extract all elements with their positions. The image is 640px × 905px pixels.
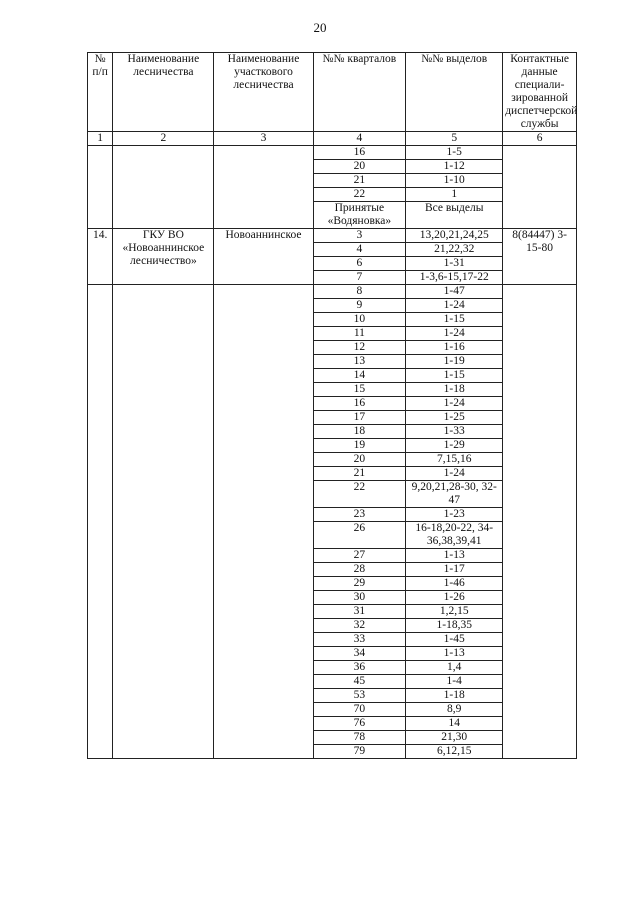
contact-cell	[503, 146, 577, 229]
quarter-cell: 3	[313, 229, 406, 243]
quarter-cell: 76	[313, 717, 406, 731]
quarter-cell: 70	[313, 703, 406, 717]
header-col-6: Контактные данные специали-зированной диспетчерской службы	[503, 53, 577, 132]
allotments-cell: 1-13	[406, 647, 503, 661]
quarter-cell: 21	[313, 174, 406, 188]
forestry-table	[87, 52, 577, 759]
header-row	[88, 53, 577, 132]
allotments-cell: 1-24	[406, 467, 503, 481]
allotments-cell: 9,20,21,28-30, 32-47	[406, 481, 503, 508]
header-col-4: №№ кварталов	[313, 53, 406, 132]
column-number: 2	[113, 132, 214, 146]
quarter-cell: 26	[313, 522, 406, 549]
allotments-cell: 1-18,35	[406, 619, 503, 633]
header-col-5: №№ выделов	[406, 53, 503, 132]
allotments-cell: 1-46	[406, 577, 503, 591]
quarter-cell: 19	[313, 439, 406, 453]
column-number: 6	[503, 132, 577, 146]
allotments-cell: 1-15	[406, 313, 503, 327]
allotments-cell: 1-45	[406, 633, 503, 647]
num-cell	[88, 285, 113, 759]
column-number: 4	[313, 132, 406, 146]
quarter-cell: 17	[313, 411, 406, 425]
forestry-name: ГКУ ВО «Новоаннинское лесничество»	[113, 229, 214, 285]
quarter-cell: 30	[313, 591, 406, 605]
quarter-cell: 13	[313, 355, 406, 369]
allotments-cell: 1-13	[406, 549, 503, 563]
quarter-cell: Принятые «Водяновка»	[313, 202, 406, 229]
allotments-cell: 1-23	[406, 508, 503, 522]
quarter-cell: 20	[313, 160, 406, 174]
quarter-cell: 9	[313, 299, 406, 313]
allotments-cell: 1-24	[406, 299, 503, 313]
quarter-cell: 23	[313, 508, 406, 522]
table-row	[88, 146, 577, 160]
allotments-cell: 1-5	[406, 146, 503, 160]
district-name: Новоаннинское	[214, 229, 313, 285]
quarter-cell: 15	[313, 383, 406, 397]
allotments-cell: 7,15,16	[406, 453, 503, 467]
allotments-cell: 1-26	[406, 591, 503, 605]
allotments-cell: 1-24	[406, 397, 503, 411]
allotments-cell: 21,30	[406, 731, 503, 745]
quarter-cell: 79	[313, 745, 406, 759]
column-number-row	[88, 132, 577, 146]
allotments-cell: 1-25	[406, 411, 503, 425]
column-number: 5	[406, 132, 503, 146]
quarter-cell: 4	[313, 243, 406, 257]
forestry-cell	[113, 146, 214, 229]
quarter-cell: 14	[313, 369, 406, 383]
column-number: 1	[88, 132, 113, 146]
quarter-cell: 21	[313, 467, 406, 481]
quarter-cell: 8	[313, 285, 406, 299]
quarter-cell: 28	[313, 563, 406, 577]
forestry-cell	[113, 285, 214, 759]
page-number: 20	[313, 20, 327, 35]
header-col-3: Наименование участкового лесничества	[214, 53, 313, 132]
quarter-cell: 7	[313, 271, 406, 285]
contact-info: 8(84447) 3-15-80	[503, 229, 577, 285]
quarter-cell: 29	[313, 577, 406, 591]
quarter-cell: 33	[313, 633, 406, 647]
allotments-cell: 1-24	[406, 327, 503, 341]
allotments-cell: 6,12,15	[406, 745, 503, 759]
quarter-cell: 45	[313, 675, 406, 689]
quarter-cell: 22	[313, 481, 406, 508]
quarter-cell: 27	[313, 549, 406, 563]
allotments-cell: 1-29	[406, 439, 503, 453]
allotments-cell: 1-47	[406, 285, 503, 299]
allotments-cell: 1-19	[406, 355, 503, 369]
num-cell	[88, 146, 113, 229]
quarter-cell: 16	[313, 146, 406, 160]
allotments-cell: 1-4	[406, 675, 503, 689]
district-cell	[214, 285, 313, 759]
allotments-cell: 21,22,32	[406, 243, 503, 257]
quarter-cell: 22	[313, 188, 406, 202]
table-row	[88, 229, 577, 243]
entry-number: 14.	[88, 229, 113, 285]
allotments-cell: 1-3,6-15,17-22	[406, 271, 503, 285]
quarter-cell: 32	[313, 619, 406, 633]
allotments-cell: 1-33	[406, 425, 503, 439]
allotments-cell: 1-31	[406, 257, 503, 271]
allotments-cell: Все выделы	[406, 202, 503, 229]
quarter-cell: 78	[313, 731, 406, 745]
quarter-cell: 53	[313, 689, 406, 703]
table-row	[88, 285, 577, 299]
allotments-cell: 1-10	[406, 174, 503, 188]
quarter-cell: 11	[313, 327, 406, 341]
quarter-cell: 18	[313, 425, 406, 439]
header-col-2: Наименование лесничества	[113, 53, 214, 132]
allotments-cell: 13,20,21,24,25	[406, 229, 503, 243]
allotments-cell: 1,2,15	[406, 605, 503, 619]
allotments-cell: 16-18,20-22, 34-36,38,39,41	[406, 522, 503, 549]
district-cell	[214, 146, 313, 229]
allotments-cell: 1-17	[406, 563, 503, 577]
column-number: 3	[214, 132, 313, 146]
contact-cell	[503, 285, 577, 759]
quarter-cell: 12	[313, 341, 406, 355]
allotments-cell: 1	[406, 188, 503, 202]
allotments-cell: 8,9	[406, 703, 503, 717]
quarter-cell: 31	[313, 605, 406, 619]
allotments-cell: 1,4	[406, 661, 503, 675]
quarter-cell: 34	[313, 647, 406, 661]
quarter-cell: 36	[313, 661, 406, 675]
quarter-cell: 6	[313, 257, 406, 271]
quarter-cell: 20	[313, 453, 406, 467]
allotments-cell: 14	[406, 717, 503, 731]
allotments-cell: 1-15	[406, 369, 503, 383]
allotments-cell: 1-18	[406, 383, 503, 397]
allotments-cell: 1-12	[406, 160, 503, 174]
quarter-cell: 10	[313, 313, 406, 327]
header-col-1: № п/п	[88, 53, 113, 132]
allotments-cell: 1-18	[406, 689, 503, 703]
quarter-cell: 16	[313, 397, 406, 411]
allotments-cell: 1-16	[406, 341, 503, 355]
